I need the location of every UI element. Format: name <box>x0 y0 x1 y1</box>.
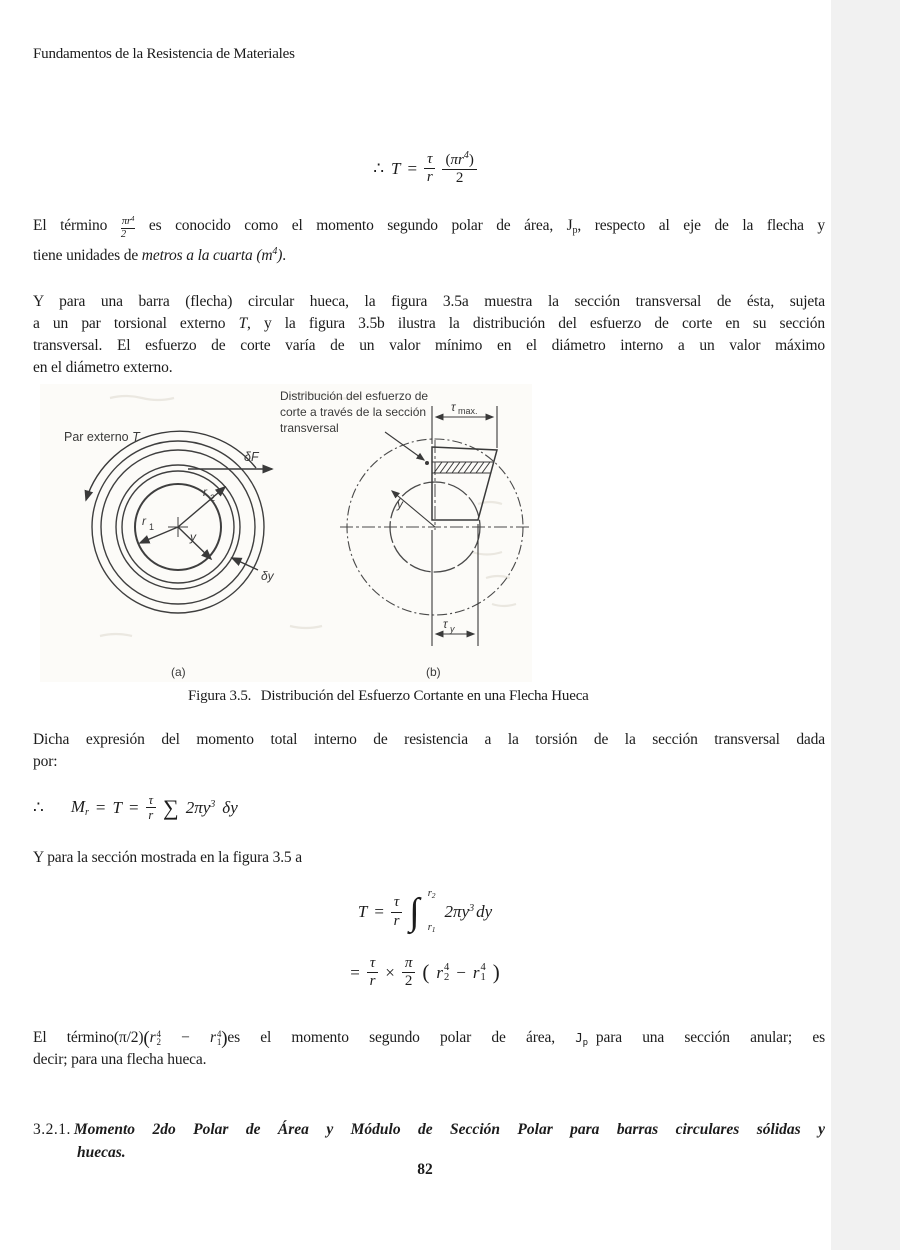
pi-over-2-inline: (π/2) <box>113 1029 144 1046</box>
hatch-band <box>432 462 494 473</box>
paragraph-jp-annular <box>33 1027 825 1071</box>
minus-sign: − <box>456 962 466 982</box>
times-sign: × <box>385 962 395 982</box>
text-line: a un par torsional externo T, y la figura 3.5b ilustra la distribución del esfuerzo de corte en su sección <box>33 315 825 332</box>
equals-sign: = <box>95 797 106 817</box>
text-line: en el diámetro externo. <box>33 359 173 376</box>
r2-label: r <box>203 485 207 499</box>
jp-subscript: p <box>572 225 578 236</box>
equals-sign: = <box>374 902 384 921</box>
heading-line2: huecas. <box>77 1144 126 1161</box>
text-run: . <box>282 247 287 264</box>
text-line: por: <box>33 753 58 770</box>
y-label-left: y <box>190 530 196 544</box>
caption-text: Distribución del Esfuerzo Cortante en una Flecha Hueca <box>260 688 589 704</box>
par-externo-label: Par externo T <box>64 430 140 444</box>
open-paren: ( <box>143 1028 150 1049</box>
summation-symbol: ∑ <box>163 794 179 820</box>
page-number: 82 <box>417 1161 433 1178</box>
stress-trapezoid <box>432 447 497 520</box>
equation-torque <box>0 150 850 188</box>
tau-max-label: τ <box>451 400 456 414</box>
units-italic: metros a la cuarta $(m^4)$ <box>141 246 283 264</box>
fraction-tau-over-r: $\frac{\tau}{r}$ <box>391 894 402 930</box>
term-2piy3: $2\pi y^3$ <box>185 797 216 817</box>
text-line: transversal. El esfuerzo de corte varía de un valor mínimo en el diámetro interno a un valor máximo <box>33 337 825 354</box>
line-seccion <box>33 847 825 869</box>
figure-caption <box>188 688 589 705</box>
page-right-gutter <box>831 0 900 1250</box>
fraction-tau-over-r: $\frac{\tau}{r}$ <box>146 793 156 823</box>
text-line: Dicha expresión del momento total interno de resistencia a la torsión de la sección transversal dada <box>33 731 825 748</box>
integral-bounds: $r_2$ $r_1$ <box>427 888 436 934</box>
subfigure-a-label: (a) <box>171 665 186 679</box>
delta-y-label: δy <box>261 569 274 583</box>
equals-sign: = <box>128 797 139 817</box>
equation-integral <box>0 884 850 940</box>
close-paren: ) <box>221 1028 228 1049</box>
fraction-tau-over-r: $\frac{\tau}{r}$ <box>367 955 378 991</box>
fraction-tau-over-r: $\frac{\tau}{r}$ <box>424 151 435 187</box>
annotation-dot <box>425 461 429 465</box>
text-line: Y para la sección mostrada en la figura 3.5 a <box>33 849 302 866</box>
r1-radius-arrow <box>140 527 178 543</box>
term-2piy3dy: $2\pi y^3$ dy <box>444 902 493 921</box>
fraction-pi-over-2: $\frac{\pi}{2}$ <box>402 955 416 991</box>
var-T: T <box>112 797 122 817</box>
term-delta-y: δy <box>222 797 238 817</box>
caption-number: Figura 3.5. <box>188 688 252 704</box>
figure-3-5-diagram <box>40 384 532 682</box>
tau-y-label-sub: y <box>450 624 455 634</box>
var-T: T <box>391 158 401 178</box>
integral-symbol: ∫ <box>409 891 420 933</box>
tau-max-label-sub: max. <box>458 406 478 416</box>
r1-pow4: r 4 1 <box>472 962 486 983</box>
text-run: tiene unidades de <box>33 247 139 264</box>
var-T: T <box>357 902 368 921</box>
section-heading-321 <box>33 1118 825 1164</box>
minus-sign: − <box>181 1029 190 1046</box>
stress-distribution-section <box>340 439 532 615</box>
equals-sign: = <box>350 962 360 982</box>
inline-fraction-pir4-2: $\frac{\pi r^4}{2}$ <box>120 215 135 240</box>
distribution-label-line2: corte a través de la sección <box>280 405 427 419</box>
text-line: Y para una barra (flecha) circular hueca, la figura 3.5a muestra la sección transversal de ésta, sujeta <box>33 293 825 310</box>
r1-pow4: r 4 1 <box>209 1028 222 1047</box>
therefore-symbol: ∴ <box>33 797 44 817</box>
equation-mr <box>0 793 850 823</box>
text-run: El término <box>33 217 108 234</box>
open-paren: ( <box>422 960 430 985</box>
r1-label-sub: 1 <box>149 522 155 532</box>
jp-mono: $J_p$ <box>575 1030 588 1048</box>
delta-f-label: δF <box>244 450 259 464</box>
r2-radius-arrow <box>178 487 225 527</box>
tau-y-label: τ <box>443 617 448 631</box>
equals-sign: = <box>407 158 418 178</box>
fraction-pir4-over-2: $(\pi r^4)$ 2 <box>442 150 476 188</box>
therefore-symbol: ∴ <box>373 158 385 178</box>
heading-number: 3.2.1. <box>33 1121 71 1138</box>
paragraph-hollow-shaft <box>33 291 825 379</box>
paragraph-jp-definition <box>33 213 825 265</box>
r1-label: r <box>142 514 146 528</box>
close-paren: ) <box>492 960 500 985</box>
text-run: , respecto al eje de la flecha y <box>577 217 826 234</box>
distribution-label-line3: transversal <box>280 421 339 435</box>
r2-label-sub: 2 <box>210 493 216 503</box>
text-line: El término(π/2)( r 4 2 − r 4 1 )es el momento segundo polar de área, $J_p$ para una sección anular; es <box>33 1028 825 1049</box>
text-line: decir; para una flecha hueca. <box>33 1051 207 1068</box>
var-Mr: $M_r$ <box>70 797 89 819</box>
r2-pow4: r 4 2 <box>149 1028 161 1047</box>
figure-3-5-scan <box>40 384 532 682</box>
annotation-arrow <box>385 432 424 460</box>
heading-line1: 3.2.1. Momento 2do Polar de Área y Módulo de Sección Polar para barras circulares sólidas y <box>33 1121 825 1138</box>
var-T: T <box>238 315 248 332</box>
y-label-right: y <box>397 497 403 511</box>
r2-pow4: r 4 2 <box>436 962 450 983</box>
delta-y-pointer <box>232 558 258 570</box>
subfigure-b-label: (b) <box>426 665 441 679</box>
running-header: Fundamentos de la Resistencia de Materiales <box>33 46 295 62</box>
text-run: es conocido como el momento segundo polar de área, J <box>148 217 573 234</box>
distribution-label-line1: Distribución del esfuerzo de <box>280 389 429 403</box>
paragraph-moment-expression <box>33 729 825 773</box>
equation-result <box>0 955 850 991</box>
